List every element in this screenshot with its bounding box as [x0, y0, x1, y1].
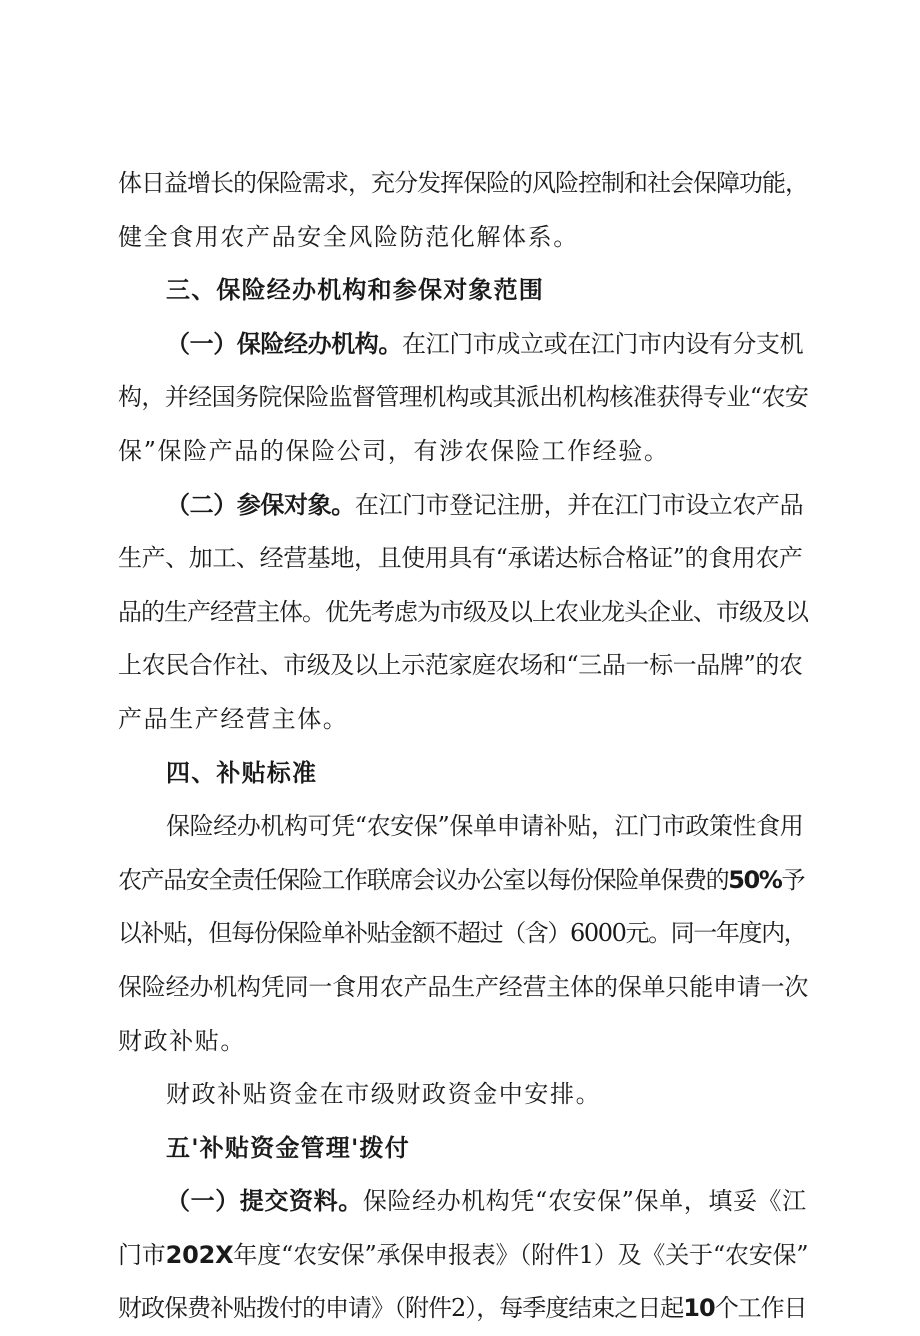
paragraph-insured-line-2: 生产、加工、经营基地，且使用具有“承诺达标合格证”的食用农产 — [118, 544, 803, 573]
paragraph-insurer-line-3: 保”保险产品的保险公司，有涉农保险工作经验。 — [118, 436, 670, 465]
paragraph-submission-line-1 — [118, 1175, 808, 1229]
subsidy-rate: 50% — [728, 865, 782, 894]
paragraph-insured-label: （二）参保对象。 — [166, 490, 355, 519]
paragraph-submission-text-c: 年度“农安保”承保申报表》（附件1）及《关于“农安保” — [233, 1240, 809, 1269]
paragraph-insurer-line-1 — [118, 318, 808, 372]
paragraph-intro-line-1: 体日益增长的保险需求，充分发挥保险的风险控制和社会保障功能， — [118, 169, 808, 197]
paragraph-subsidy-line-5: 财政补贴。 — [118, 1026, 246, 1055]
paragraph-subsidy-text-c: 予 — [781, 865, 805, 894]
paragraph-submission-label: （一）提交资料。 — [166, 1187, 363, 1216]
paragraph-insured-text: 在江门市登记注册，并在江门市设立农产品 — [354, 490, 804, 519]
paragraph-insured-line-1 — [118, 479, 808, 533]
section-heading-4: 四、补贴标准 — [166, 758, 318, 787]
paragraph-subsidy-line-3: 以补贴，但每份保险单补贴金额不超过（含）6000元。同一年度内， — [118, 919, 807, 948]
paragraph-subsidy-text-a: 农产品安全责任保险工作联席会议办公室以每份保险单保费的 — [118, 865, 729, 894]
working-days-count: 10 — [683, 1294, 715, 1323]
paragraph-submission-text-a: 门市 — [118, 1240, 166, 1269]
paragraph-insurer-line-2: 构，并经国务院保险监督管理机构或其派出机构核准获得专业“农安 — [118, 383, 809, 412]
paragraph-insured-line-3: 品的生产经营主体。优先考虑为市级及以上农业龙头企业、市级及以 — [118, 597, 808, 626]
paragraph-insurer-label: （一）保险经办机构。 — [166, 329, 402, 358]
paragraph-insured-line-5: 产品生产经营主体。 — [118, 704, 349, 733]
paragraph-submission-text: 保险经办机构凭“农安保”保单，填妥《江 — [362, 1187, 807, 1216]
paragraph-submission-line-2 — [118, 1229, 808, 1283]
document-page — [118, 157, 808, 1336]
paragraph-intro-line-2: 健全食用农产品安全风险防范化解体系。 — [118, 222, 579, 251]
paragraph-subsidy-line-4: 保险经办机构凭同一食用农产品生产经营主体的保单只能申请一次 — [118, 972, 809, 1001]
paragraph-submission-line-3 — [118, 1282, 808, 1336]
paragraph-subsidy-line-2 — [118, 854, 808, 908]
paragraph-submission-text-d: 财政保费补贴拨付的申请》（附件2），每季度结束之日起 — [118, 1294, 684, 1323]
paragraph-insurer-text: 在江门市成立或在江门市内设有分支机 — [402, 329, 804, 358]
paragraph-insured-line-4: 上农民合作社、市级及以上示范家庭农场和“三品一标一品牌”的农 — [118, 651, 803, 680]
section-heading-5: 五'补贴资金管理'拨付 — [166, 1133, 410, 1162]
year-placeholder: 202X — [165, 1240, 234, 1269]
paragraph-subsidy-line-1: 保险经办机构可凭“农安保”保单申请补贴，江门市政策性食用 — [166, 812, 804, 841]
paragraph-funding: 财政补贴资金在市级财政资金中安排。 — [166, 1080, 602, 1109]
paragraph-submission-text-e: 个工作日 — [714, 1294, 807, 1323]
section-heading-3: 三、保险经办机构和参保对象范围 — [166, 276, 544, 305]
